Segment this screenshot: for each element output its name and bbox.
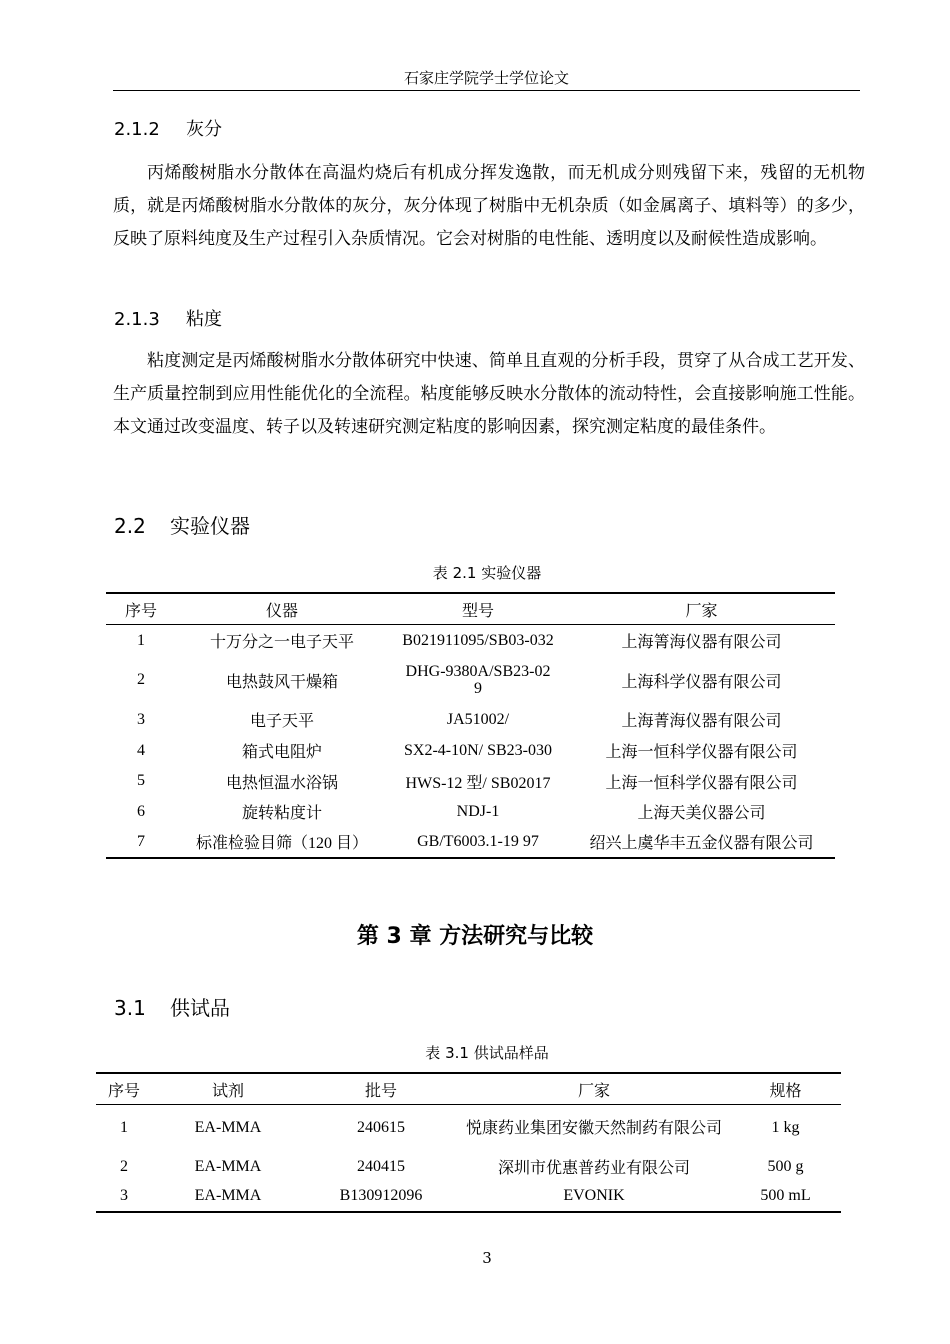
column-header: 批号 [304, 1073, 458, 1105]
table-row [106, 766, 835, 797]
instruments-table [106, 592, 835, 859]
table-cell: NDJ-1 [456, 802, 500, 820]
chapter-title: 第 3 章 方法研究与比较 [356, 924, 594, 949]
column-header: 厂家 [458, 1073, 730, 1105]
table-cell: 500 mL [730, 1182, 841, 1212]
table-cell [388, 657, 568, 704]
paragraph-ash: 丙烯酸树脂水分散体在高温灼烧后有机成分挥发逸散，而无机成分则残留下来，残留的无机物质，就是丙烯酸树脂水分散体的灰分，灰分体现了树脂中无机杂质（如金属离子、填料等）的多少，反映了原料纯度及生产过程引入杂质情况。它会对树脂的电性能、透明度以及耐候性造成影响。 [113, 163, 865, 249]
table-header-row [96, 1073, 841, 1105]
table-cell: 6 [137, 802, 145, 820]
table-caption-3-1: 表 3.1 供试品样品 [425, 1044, 549, 1062]
table-cell [458, 1105, 730, 1152]
section-title: 灰分 [186, 119, 222, 140]
column-header: 试剂 [152, 1073, 304, 1105]
table-cell: B130912096 [304, 1182, 458, 1212]
table-cell: EA-MMA [152, 1182, 304, 1212]
table-cell: SX2-4-10N/ SB23-030 [403, 741, 552, 759]
column-header: 厂家 [568, 593, 835, 625]
table-cell: 240615 [357, 1119, 405, 1137]
page-number: 3 [482, 1249, 492, 1267]
column-header: 序号 [96, 1073, 152, 1105]
table-row [106, 625, 835, 657]
table-cell: 上海科学仪器有限公司 [621, 673, 782, 691]
table-cell: 上海箐海仪器有限公司 [621, 634, 782, 652]
running-header: 石家庄学院学士学位论文 [113, 68, 860, 91]
table-cell: 3 [96, 1182, 152, 1212]
table-cell: 7 [106, 827, 176, 858]
table-cell: 箱式电阻炉 [241, 744, 322, 761]
table-cell: 1 kg [771, 1119, 800, 1137]
table-cell: EA-MMA [194, 1157, 262, 1175]
table-cell: 上海一恒科学仪器有限公司 [605, 744, 798, 761]
section-number: 3.1 [114, 996, 146, 1020]
table-caption-2-1: 表 2.1 实验仪器 [432, 564, 542, 582]
section-number: 2.2 [114, 514, 146, 538]
table-cell: 电热鼓风干燥箱 [225, 673, 338, 691]
table-cell: 旋转粘度计 [241, 805, 322, 822]
section-number: 2.1.3 [114, 309, 160, 330]
samples-table [96, 1072, 841, 1213]
table-cell: 上海天美仪器公司 [637, 805, 766, 822]
table-cell: 1 [137, 631, 145, 649]
table-cell-text: 悦康药业集团安徽天然制药有限公司 [465, 1119, 722, 1137]
table-cell: 电热恒温水浴锅 [225, 774, 338, 792]
table-cell: HWS-12 型/ SB02017 [405, 774, 551, 792]
table-cell: 5 [137, 772, 145, 789]
table-cell: 500 g [767, 1157, 804, 1175]
section-heading-2-1-2 [114, 118, 222, 142]
section-heading-3-1 [114, 996, 230, 1020]
table-header-row [106, 593, 835, 625]
table-cell: 电子天平 [249, 713, 314, 730]
table-row [106, 736, 835, 766]
table-cell: 2 [120, 1157, 128, 1175]
column-header: 仪器 [176, 593, 388, 625]
column-header: 序号 [106, 593, 176, 625]
table-cell: 2 [137, 671, 145, 688]
table-row [106, 827, 835, 858]
paragraph-viscosity: 粘度测定是丙烯酸树脂水分散体研究中快速、简单且直观的分析手段，贯穿了从合成工艺开发、生产质量控制到应用性能优化的全流程。粘度能够反映水分散体的流动特性，会直接影响施工性能。本文通过改变温度、转子以及转速研究测定粘度的影响因素，探究测定粘度的最佳条件。 [113, 351, 865, 437]
section-title: 供试品 [170, 996, 230, 1020]
table-cell: 上海一恒科学仪器有限公司 [605, 774, 798, 792]
section-title: 粘度 [186, 309, 222, 330]
table-cell: 4 [137, 741, 145, 759]
section-number: 2.1.2 [114, 119, 160, 140]
table-cell: 绍兴上虞华丰五金仪器有限公司 [568, 827, 835, 858]
table-cell: 上海菁海仪器有限公司 [621, 713, 782, 730]
section-heading-2-2 [114, 514, 250, 538]
table-cell-text: DHG-9380A/SB23-029 [405, 663, 551, 697]
table-row [96, 1152, 841, 1182]
column-header: 型号 [388, 593, 568, 625]
table-row [106, 797, 835, 827]
table-cell: GB/T6003.1-19 97 [388, 827, 568, 858]
column-header: 规格 [730, 1073, 841, 1105]
table-row [106, 704, 835, 736]
table-cell: 深圳市优惠普药业有限公司 [497, 1160, 690, 1177]
table-cell: JA51002/ [446, 710, 510, 728]
table-row [96, 1182, 841, 1212]
table-cell: 240415 [357, 1157, 405, 1175]
table-row [96, 1105, 841, 1152]
table-cell: EVONIK [458, 1182, 730, 1212]
table-cell: 标准检验目筛（120 目） [176, 827, 388, 858]
table-cell: B021911095/SB03-032 [402, 631, 554, 649]
table-cell: 十万分之一电子天平 [209, 634, 354, 652]
section-heading-2-1-3 [114, 308, 222, 332]
table-cell: 1 [120, 1119, 128, 1137]
table-cell: EA-MMA [194, 1119, 262, 1137]
section-title: 实验仪器 [170, 514, 250, 538]
table-cell: 3 [137, 710, 145, 728]
table-row [106, 657, 835, 704]
